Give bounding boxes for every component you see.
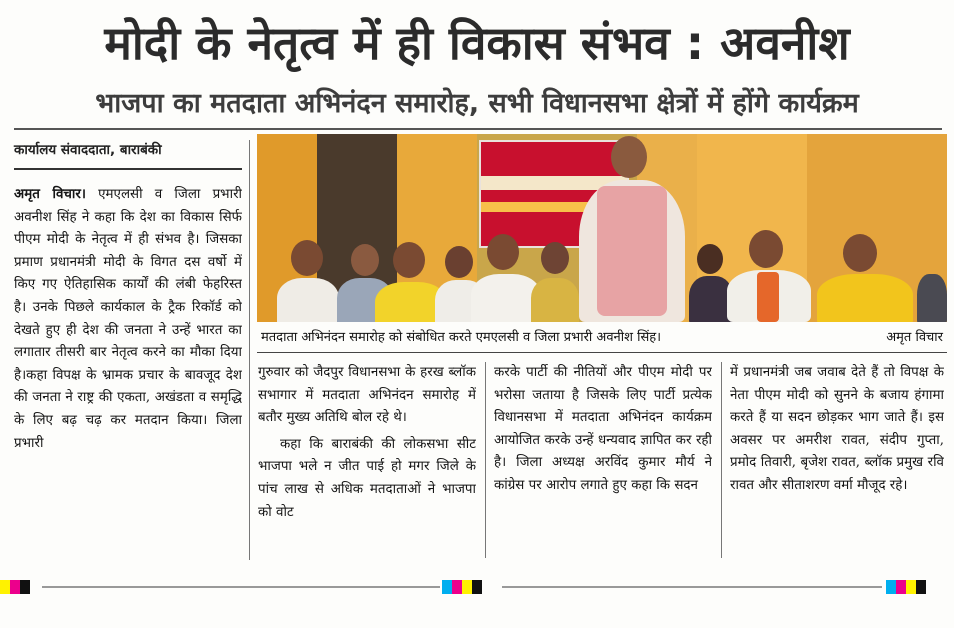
column-3-text: करके पार्टी की नीतियों और पीएम मोदी पर भरोसा जताया है जिसके लिए पार्टी प्रत्येक विधानसभा में मतदाता अभिनंदन कार्यक्रम आयोजित करके उन्हें धन्यवाद ज्ञापित कर रही है। जिला अध्यक्ष अरविंद कुमार मौर्य ने कांग्रेस पर आरोप लगाते हुए कहा कि सदन	[494, 365, 712, 493]
print-registration-bar	[0, 580, 954, 594]
byline: कार्यालय संवाददाता, बाराबंकी	[14, 142, 162, 158]
article-column-2	[258, 362, 476, 558]
dateline: अमृत विचार।	[14, 187, 86, 202]
photo-credit: अमृत विचार	[886, 330, 943, 345]
caption-text: मतदाता अभिनंदन समारोह को संबोधित करते एमएलसी व जिला प्रभारी अवनीश सिंह।	[261, 330, 662, 345]
event-photo	[257, 134, 947, 322]
column-4-text: में प्रधानमंत्री जब जवाब देते हैं तो विपक्ष के नेता पीएम मोदी को सुनने के बजाय हंगामा करते हैं या सदन छोड़कर भाग जाते हैं। इस अवसर पर अमरीश रावत, संदीप गुप्ता, प्रमोद तिवारी, बृजेश रावत, ब्लॉक प्रमुख रवि रावत और सीताशरण वर्मा मौजूद रहे।	[730, 365, 944, 493]
headline-rule	[14, 128, 942, 130]
column-2-para-2: कहा कि बाराबंकी की लोकसभा सीट भाजपा भले न जीत पाई हो मगर जिले के पांच लाख से अधिक मतदाताओं ने भाजपा को वोट	[258, 436, 476, 520]
subheadline: भाजपा का मतदाता अभिनंदन समारोह, सभी विधानसभा क्षेत्रों में होंगे कार्यक्रम	[95, 88, 859, 119]
column-divider	[485, 362, 486, 558]
column-divider	[249, 140, 250, 560]
article-column-3	[494, 362, 712, 558]
column-1-text: एमएलसी व जिला प्रभारी अवनीश सिंह ने कहा कि देश का विकास सिर्फ पीएम मोदी के नेतृत्व में ही संभव है। जिसका प्रमाण प्रधानमंत्री मोदी के विगत दस वर्षो में किए गए ऐतिहासिक कार्यों की लंबी फेहरिस्त है। उनके पिछले कार्यकाल के ट्रैक रिकॉर्ड को देखते हुए ही देश की जनता ने उन्हें भारत का लगातार तीसरी बार नेतृत्व करने का मौका दिया है।कहा विपक्ष के भ्रामक प्रचार के बावजूद देश की जनता ने राष्ट्र की एकता, अखंडता व समृद्धि के लिए बढ़ चढ़ कर मतदान किया। जिला प्रभारी	[14, 187, 242, 451]
byline-rule	[14, 168, 242, 170]
photo-caption	[257, 324, 947, 352]
column-2-para-1: गुरुवार को जैदपुर विधानसभा के हरख ब्लॉक सभागार में मतदाता अभिनंदन समारोह में बतौर मुख्य अतिथि बोल रहे थे।	[258, 365, 476, 426]
column-divider	[721, 362, 722, 558]
article-column-4	[730, 362, 944, 558]
headline: मोदी के नेतृत्व में ही विकास संभव : अवनीश	[104, 16, 850, 70]
article-column-1	[14, 184, 242, 560]
caption-rule	[257, 352, 947, 353]
